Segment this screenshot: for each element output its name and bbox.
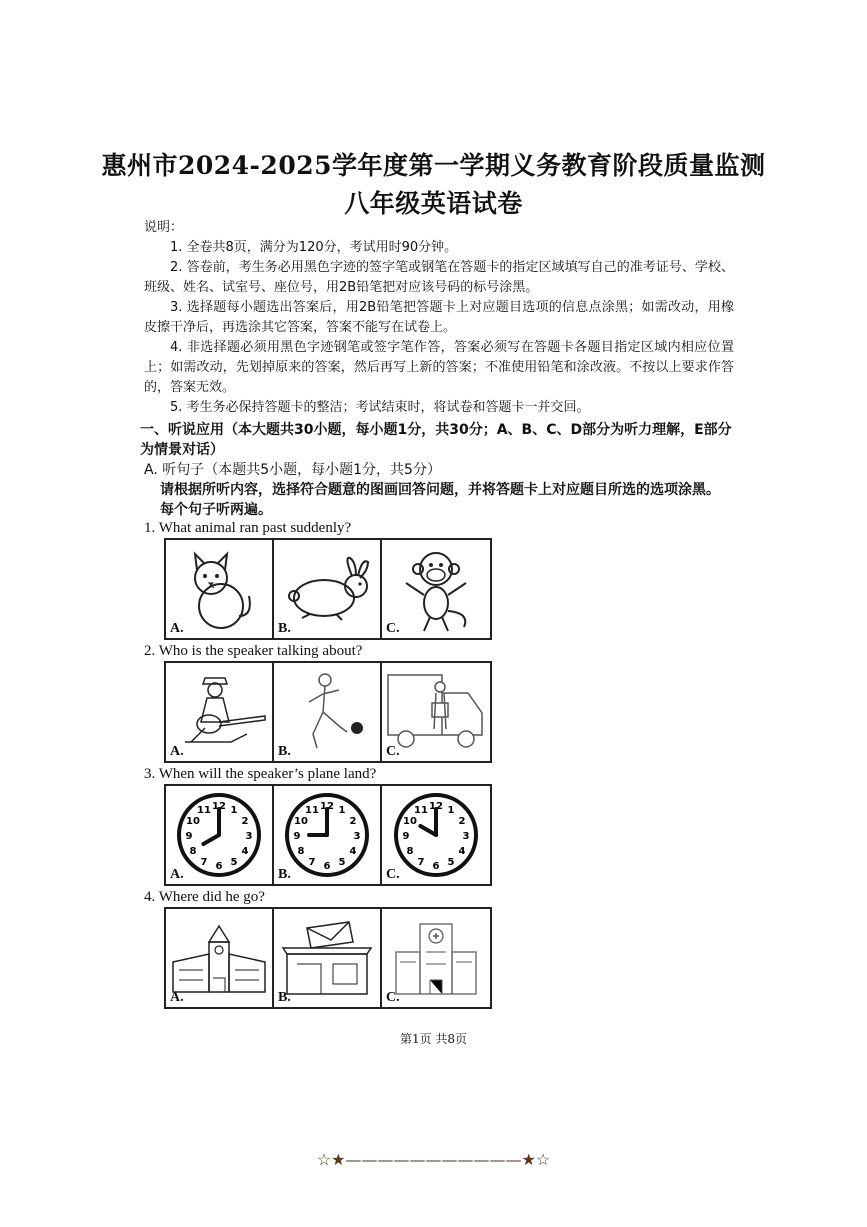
instructions (144, 218, 734, 418)
question-4-text: 4. Where did he go? (144, 889, 265, 905)
svg-text:4: 4 (458, 846, 466, 857)
option-c[interactable] (382, 909, 490, 1007)
question-3-options (164, 784, 492, 886)
decorative-divider: ☆★———————————★☆ (316, 1150, 551, 1169)
question-4-options (164, 907, 492, 1009)
svg-text:5: 5 (338, 856, 346, 868)
question-1-options (164, 538, 492, 640)
option-a[interactable] (166, 540, 274, 638)
svg-text:8: 8 (406, 846, 414, 857)
svg-text:10: 10 (403, 816, 417, 827)
question-2-text: 2. Who is the speaker talking about? (144, 643, 363, 659)
option-letter: A. (170, 990, 184, 1005)
svg-text:4: 4 (349, 846, 357, 857)
svg-text:6: 6 (432, 861, 440, 872)
school-icon (169, 918, 269, 998)
svg-text:11: 11 (414, 805, 428, 817)
option-letter: B. (278, 744, 291, 759)
svg-text:2: 2 (458, 816, 466, 827)
svg-text:7: 7 (200, 856, 208, 868)
question-3-text: 3. When will the speaker’s plane land? (144, 766, 377, 782)
option-b[interactable] (274, 663, 382, 761)
svg-text:7: 7 (308, 856, 316, 868)
svg-text:5: 5 (447, 856, 455, 868)
rabbit-icon (280, 554, 374, 624)
football-player-icon (287, 670, 367, 754)
option-letter: B. (278, 621, 291, 636)
svg-text:11: 11 (197, 805, 211, 817)
option-c[interactable] (382, 786, 490, 884)
svg-text:12: 12 (320, 801, 334, 812)
option-letter: A. (170, 621, 184, 636)
svg-text:9: 9 (293, 831, 301, 842)
svg-text:10: 10 (186, 816, 200, 827)
option-letter: B. (278, 990, 291, 1005)
hospital-icon (386, 918, 486, 998)
svg-text:6: 6 (323, 861, 331, 872)
guitarist-icon (171, 672, 267, 752)
svg-text:8: 8 (297, 846, 305, 857)
question-2-options (164, 661, 492, 763)
svg-text:5: 5 (230, 856, 238, 868)
clock-10-icon (391, 790, 481, 880)
svg-text:2: 2 (349, 816, 357, 827)
exam-title-line1: 惠州市2024-2025学年度第一学期义务教育阶段质量监测 (101, 151, 766, 180)
clock-8-icon (174, 790, 264, 880)
question-1-text: 1. What animal ran past suddenly? (144, 520, 352, 536)
svg-text:12: 12 (429, 801, 443, 812)
option-letter: B. (278, 867, 291, 882)
svg-text:11: 11 (305, 805, 319, 817)
instruction-item: 2. 答卷前，考生务必用黑色字迹的签字笔或钢笔在答题卡的指定区域填写自己的准考证号、学校、班级、姓名、试室号、座位号，用2B铅笔把对应该号码的标号涂黑。 (144, 260, 734, 295)
option-letter: A. (170, 744, 184, 759)
svg-text:9: 9 (185, 831, 193, 842)
instruction-item: 4. 非选择题必须用黑色字迹钢笔或签字笔作答，答案必须写在答题卡各题目指定区域内相应位置上；如需改动，先划掉原来的答案，然后再写上新的答案；不准使用铅笔和涂改液。不按以上要求作答的，答案无效。 (144, 340, 734, 395)
option-c[interactable] (382, 663, 490, 761)
post-office-icon (277, 918, 377, 998)
option-b[interactable] (274, 909, 382, 1007)
svg-text:9: 9 (402, 831, 410, 842)
svg-text:8: 8 (189, 846, 197, 857)
instruction-item: 3. 选择题每小题选出答案后，用2B铅笔把答题卡上对应题目选项的信息点涂黑；如需改动，用橡皮擦干净后，再选涂其它答案，答案不能写在试卷上。 (144, 300, 734, 335)
option-b[interactable] (274, 540, 382, 638)
option-letter: A. (170, 867, 184, 882)
svg-text:10: 10 (294, 816, 308, 827)
svg-text:1: 1 (338, 805, 346, 817)
clock-9-icon (282, 790, 372, 880)
instructions-heading: 说明： (144, 220, 184, 235)
partA-instruction: 请根据所听内容，选择符合题意的图画回答问题，并将答题卡上对应题目所选的选项涂黑。每个句子听两遍。 (160, 482, 720, 518)
option-letter: C. (386, 621, 400, 636)
svg-text:3: 3 (245, 831, 253, 842)
svg-text:1: 1 (447, 805, 455, 817)
option-c[interactable] (382, 540, 490, 638)
svg-text:3: 3 (353, 831, 361, 842)
svg-text:4: 4 (241, 846, 249, 857)
section1-heading: 一、听说应用（本大题共30小题，每小题1分，共30分；A、B、C、D部分为听力理解，E部分为情景对话） (140, 422, 732, 458)
option-a[interactable] (166, 786, 274, 884)
option-a[interactable] (166, 663, 274, 761)
partA-heading: A. 听句子（本题共5小题，每小题1分，共5分） (144, 462, 441, 478)
svg-text:6: 6 (215, 861, 223, 872)
cat-icon (179, 546, 259, 632)
svg-text:2: 2 (241, 816, 249, 827)
svg-text:7: 7 (417, 856, 425, 868)
svg-text:12: 12 (212, 801, 226, 812)
option-letter: C. (386, 990, 400, 1005)
option-letter: C. (386, 867, 400, 882)
instruction-item: 5. 考生务必保持答题卡的整洁；考试结束时，将试卷和答题卡一并交回。 (170, 400, 590, 415)
svg-text:3: 3 (462, 831, 470, 842)
page-number: 第1页 共8页 (399, 1032, 468, 1046)
monkey-icon (394, 543, 478, 635)
option-b[interactable] (274, 786, 382, 884)
instruction-item: 1. 全卷共8页，满分为120分，考试用时90分钟。 (170, 240, 458, 255)
exam-title-line2: 八年级英语试卷 (344, 189, 523, 218)
delivery-man-icon (386, 669, 486, 755)
option-a[interactable] (166, 909, 274, 1007)
option-letter: C. (386, 744, 400, 759)
svg-text:1: 1 (230, 805, 238, 817)
